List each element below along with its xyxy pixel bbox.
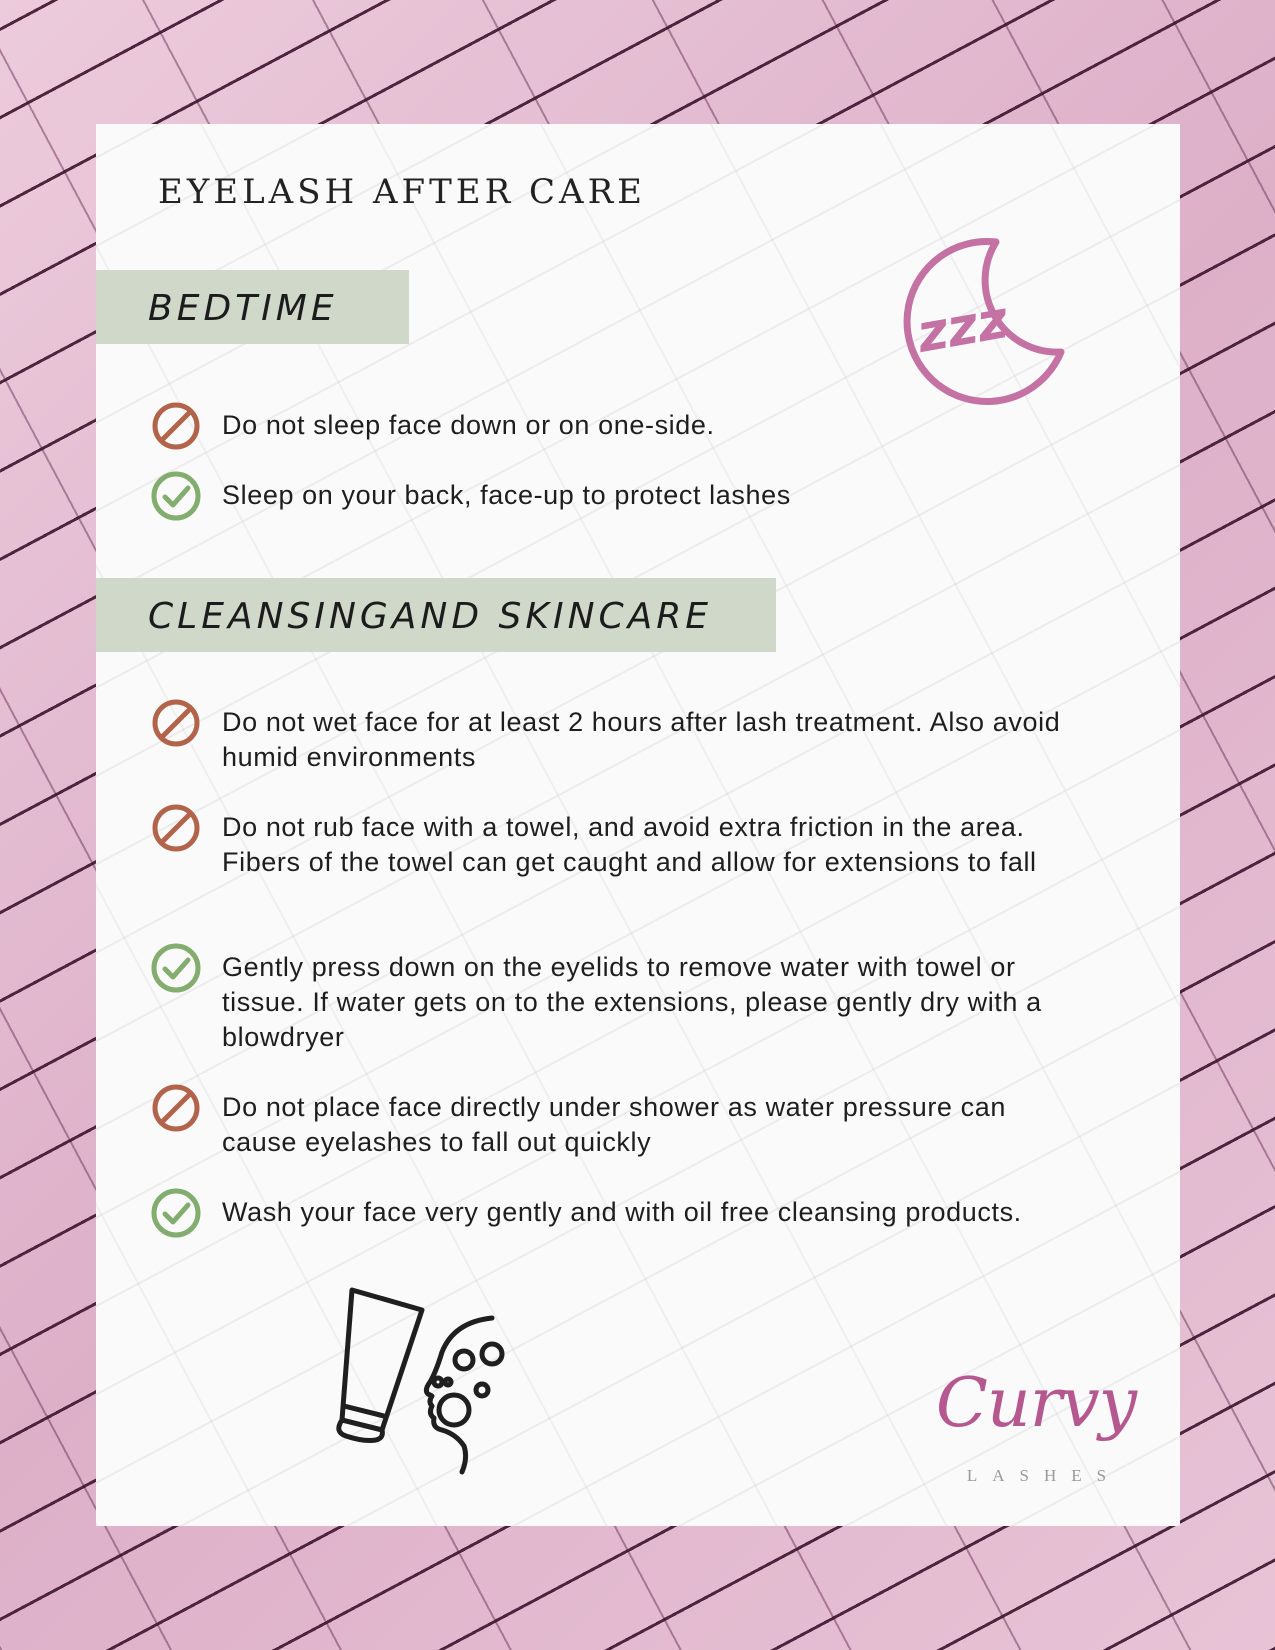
list-item-text: Sleep on your back, face-up to protect lashes — [222, 480, 791, 510]
list-item-text: Gently press down on the eyelids to remove water with towel or tissue. If water gets on to the extensions, please gently dry with a blowdryer — [222, 952, 1042, 1052]
check-circle-icon — [150, 942, 202, 994]
zzz-text: zzz — [912, 290, 1013, 365]
list-item-text: Wash your face very gently and with oil free cleansing products. — [222, 1197, 1022, 1227]
list-item-text: Do not place face directly under shower as water pressure can cause eyelashes to fall out quickly — [222, 1092, 1006, 1157]
prohibited-icon — [150, 400, 202, 452]
prohibited-icon — [150, 697, 202, 749]
list-item-text: Do not wet face for at least 2 hours after lash treatment. Also avoid humid environments — [222, 707, 1061, 772]
bedtime-heading: BEDTIME — [148, 288, 338, 329]
brand-logo — [926, 1364, 1146, 1504]
bedtime-banner — [96, 270, 409, 344]
check-circle-icon — [150, 470, 202, 522]
list-item-text: Do not sleep face down or on one-side. — [222, 410, 715, 440]
cleansing-heading: CLEANSINGAND SKINCARE — [148, 596, 713, 637]
cleansing-banner — [96, 578, 776, 652]
prohibited-icon — [150, 1082, 202, 1134]
prohibited-icon — [150, 802, 202, 854]
check-circle-icon — [150, 1187, 202, 1239]
page-title: EYELASH AFTER CARE — [158, 172, 647, 212]
list-item-text: Do not rub face with a towel, and avoid extra friction in the area. Fibers of the towel can get caught and allow for extensions to fall — [222, 812, 1037, 877]
brand-subtitle: LASHES — [966, 1466, 1122, 1485]
face-cleanser-icon — [324, 1282, 534, 1482]
brand-name: Curvy — [935, 1364, 1137, 1443]
aftercare-card — [96, 124, 1180, 1526]
moon-zzz-icon — [896, 232, 1076, 422]
